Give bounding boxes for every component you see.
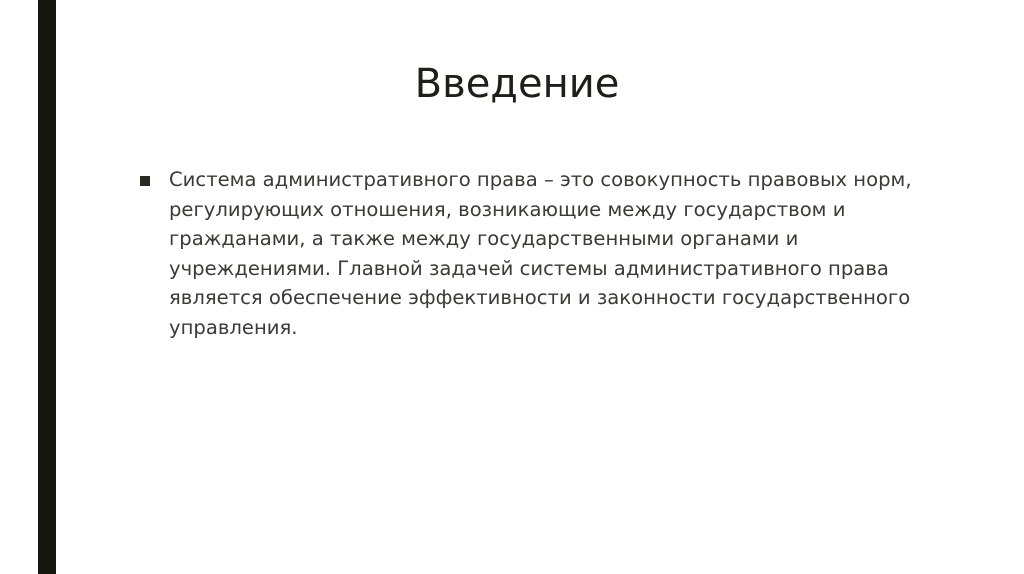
square-bullet-icon	[140, 176, 150, 186]
bullet-text: Система административного права – это совокупность правовых норм, регулирующих отношения, возникающие между государством и гражданами, а также между государственными органами и учреждениями. Главной задачей системы административного права является обеспечение эффективности и законности государственного управления.	[169, 168, 912, 339]
bullet-item	[140, 165, 940, 342]
slide-body	[140, 165, 940, 342]
slide-title: Введение	[414, 61, 620, 107]
